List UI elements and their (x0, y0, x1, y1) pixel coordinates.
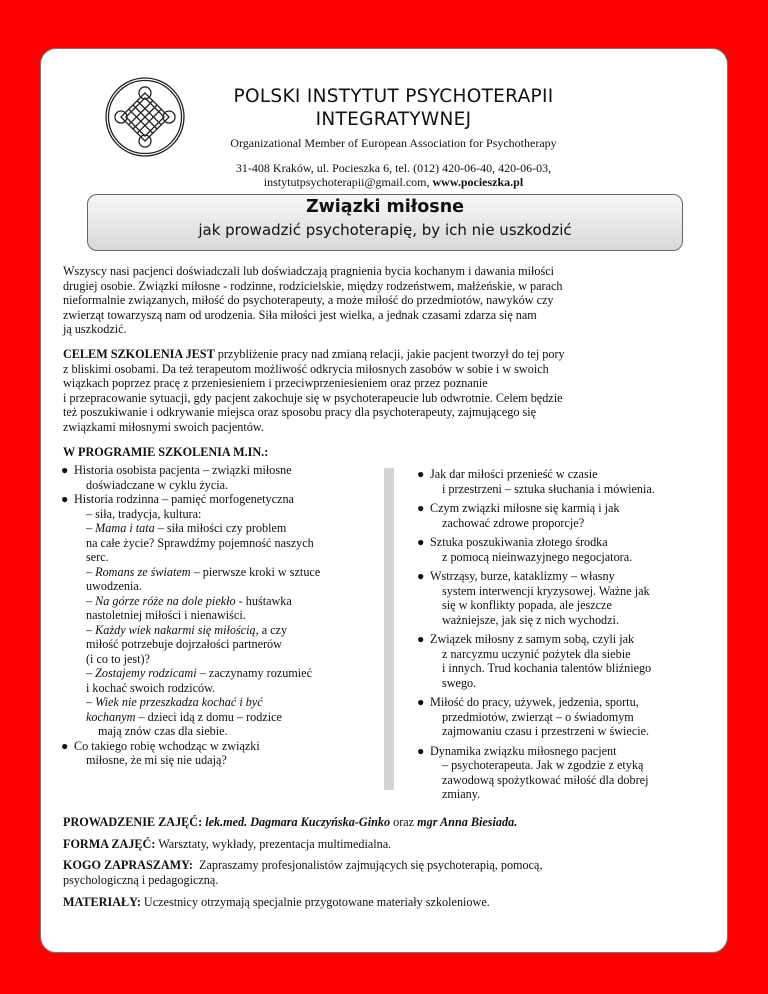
invite-line (63, 858, 703, 887)
sub-item-title: Każdy wiek nakarmi się miłością, (95, 622, 259, 637)
invite-text: Zapraszamy profesjonalistów zajmujących się psychoterapią, pomocą, (192, 858, 543, 872)
list-item (61, 492, 391, 739)
item-text: miłosne, że mi się nie udają? (86, 753, 227, 767)
leader-name: mgr Anna Biesiada. (417, 815, 518, 829)
item-text: – dzieci idą z domu – rodzice (135, 709, 282, 724)
address-line: 31-408 Kraków, ul. Pocieszka 6, tel. (012) 420-06-40, 420-06-03, (235, 161, 552, 175)
item-text: Wstrząsy, burze, kataklizmy – własny (430, 569, 615, 583)
item-text: Sztuka poszukiwania złotego środka (430, 535, 608, 549)
item-text: z narcyzmu uczynić pożytek dla siebie (442, 646, 631, 661)
intro-line: nieformalnie związanych, miłość do psychoterapeuty, a może miłość do przedmiotów, nawyków czy (63, 293, 554, 307)
leader-name: lek.med. Dagmara Kuczyńska-Ginko (205, 815, 391, 829)
goal-text: przybliżenie pracy nad zmianą relacji, jakie pacjent tworzył do tej pory (214, 347, 565, 361)
sub-item-title: kochanym (86, 709, 136, 724)
bullet-icon: ● (417, 569, 425, 583)
intro-line: drugiej osobie. Związki miłosne - rodzinne, rodzicielskie, między rodzeństwem, małżeńskie, w parach (63, 278, 563, 293)
institute-name-line1: POLSKI INSTYTUT PSYCHOTERAPII (233, 86, 554, 107)
item-text: zmiany. (442, 787, 481, 801)
sub-item-title: Na górze róże na dole piekło (95, 593, 236, 608)
item-text: zachować zdrowe proporcje? (442, 515, 585, 530)
bullet-icon: ● (61, 463, 69, 477)
list-item (417, 569, 707, 627)
website-link[interactable]: www.pocieszka.pl (432, 175, 524, 189)
item-text: Historia osobista pacjenta – związki miłosne (74, 463, 292, 477)
item-text: – siła miłości czy problem (154, 521, 287, 535)
item-text: i kochać swoich rodziców. (86, 680, 216, 695)
list-item (417, 632, 707, 690)
sub-item-title: Mama i tata (95, 521, 155, 535)
leaders-line (63, 815, 703, 830)
item-text: ważniejsze, jak się z nich wychodzi. (442, 612, 619, 627)
item-text: (i co to jest)? (86, 651, 150, 666)
page-title: Związki miłosne (305, 197, 465, 217)
list-item (417, 467, 707, 496)
bullet-icon: ● (61, 738, 69, 753)
invite-text: psychologiczną i pedagogiczną. (63, 872, 219, 887)
bullet-icon: ● (417, 501, 425, 515)
item-text: – pierwsze kroki w sztuce (190, 564, 321, 579)
item-text: Dynamika związku miłosnego pacjent (430, 743, 617, 758)
materials-line (63, 895, 703, 910)
item-text: zawodową spożytkować miłość dla dobrej (442, 772, 649, 787)
item-text: z pomocą nieinwazyjnego negocjatora. (442, 549, 633, 564)
goal-line: i przepracowanie sytuacji, gdy pacjent zakochuje się w psychoterapeucie lub odwrotnie. Celem będzie (63, 390, 563, 405)
item-text: – zaczynamy rozumieć (196, 666, 312, 680)
program-right-column (417, 467, 707, 802)
intro-line: zwierząt towarzyszą nam od urodzenia. Siła miłości jest wielka, a jednak czasami zdarza się nam (63, 307, 537, 322)
item-text: Historia rodzinna – pamięć morfogenetyczna (74, 492, 294, 506)
bullet-icon: ● (417, 695, 425, 709)
list-item (417, 535, 707, 564)
list-item (417, 501, 707, 530)
item-text: Miłość do pracy, używek, jedzenia, sportu, (430, 695, 639, 709)
item-text: - huśtawka (235, 593, 292, 608)
institute-name-line2: INTEGRATYWNEJ (315, 109, 472, 130)
item-text: i przestrzeni – sztuka słuchania i mówienia. (442, 481, 655, 496)
sub-item (74, 594, 391, 609)
goal-line: też poszukiwanie i odkrywanie miejsca oraz sposobu pracy dla psychoterapeuty, zajmującego się (63, 405, 536, 419)
connector-text: oraz (390, 815, 418, 829)
page-subtitle: jak prowadzić psychoterapię, by ich nie uszkodzić (198, 221, 572, 239)
list-item (417, 744, 707, 802)
dash: – (86, 666, 96, 680)
goal-line (63, 347, 708, 362)
program-left-column (61, 463, 391, 768)
goal-line: z bliskimi osobami. Da też terapeutom możliwość odkrycia miłosnych zasobów w sobie i w swoich (63, 361, 549, 376)
membership-note: Organizational Member of European Association for Psychotherapy (230, 136, 557, 150)
item-text: miłość potrzebuje dojrzałości partnerów (86, 637, 282, 651)
item-text: Jak dar miłości przenieść w czasie (430, 467, 598, 481)
program-heading: W PROGRAMIE SZKOLENIA M.IN.: (63, 445, 269, 459)
dash: – (86, 593, 96, 608)
institute-address (171, 161, 616, 189)
goal-line: związkami miłosnymi swoich pacjentów. (63, 419, 264, 434)
goal-lead: CELEM SZKOLENIA JEST (63, 347, 215, 361)
item-text: się w konflikty popada, ale jeszcze (442, 598, 612, 612)
sub-item (74, 695, 391, 710)
sub-item (74, 710, 391, 725)
dash: – (86, 521, 96, 535)
item-text: system interwencji kryzysowej. Ważne jak (442, 583, 650, 598)
item-text: serc. (86, 550, 109, 564)
list-item (61, 463, 391, 492)
bullet-icon: ● (61, 492, 69, 506)
item-text: swego. (442, 675, 477, 690)
title-box (87, 194, 683, 251)
item-text: zajmowaniu czasu i przestrzeni w świecie. (442, 724, 650, 738)
item-text: doświadczane w cyklu życia. (86, 477, 229, 492)
intro-line: Wszyscy nasi pacjenci doświadczali lub doświadczają pragnienia bycia kochanym i dawania miłości (63, 264, 555, 278)
invite-label: KOGO ZAPRASZAMY: (63, 858, 193, 872)
form-text: Warsztaty, wykłady, prezentacja multimedialna. (155, 837, 392, 851)
dash: – (86, 564, 96, 579)
bullet-icon: ● (417, 535, 425, 549)
list-item (417, 695, 707, 739)
email-text: instytutpsychoterapii@gmail.com, (263, 175, 433, 189)
leaders-label: PROWADZENIE ZAJĘĆ: (63, 815, 203, 829)
goal-paragraph (63, 347, 708, 434)
item-text: Związek miłosny z samym sobą, czyli jak (430, 632, 635, 646)
list-item (61, 739, 391, 768)
materials-text: Uczestnicy otrzymają specjalnie przygotowane materiały szkoleniowe. (140, 895, 490, 909)
sub-item (74, 565, 391, 580)
item-text: przedmiotów, zwierząt – o świadomym (442, 709, 634, 724)
bullet-icon: ● (417, 467, 425, 481)
flyer-page (40, 48, 728, 953)
column-divider (384, 468, 394, 790)
item-text: – psychoterapeuta. Jak w zgodzie z etyką (442, 758, 644, 772)
form-label: FORMA ZAJĘĆ: (63, 837, 156, 851)
form-line (63, 837, 703, 852)
sub-item-title: Wiek nie przeszkadza kochać i być (95, 695, 263, 709)
item-text: mają znów czas dla siebie. (98, 724, 228, 738)
institute-name (196, 85, 591, 131)
item-text: na całe życie? Sprawdźmy pojemność naszych (86, 535, 314, 550)
item-text: a czy (258, 622, 288, 637)
item-text: – siła, tradycja, kultura: (86, 506, 202, 521)
materials-label: MATERIAŁY: (63, 895, 141, 909)
intro-paragraph (63, 264, 703, 337)
sub-item (74, 521, 391, 536)
intro-line: ją uszkodzić. (63, 322, 127, 336)
bullet-icon: ● (417, 632, 425, 646)
goal-line: wiązkach poprzez pracę z przeniesieniem i przeciwprzeniesieniem oraz przez poznanie (63, 376, 488, 390)
contact-line (171, 175, 616, 189)
bullet-icon: ● (417, 743, 425, 758)
item-text: i innych. Trud kochania talentów bliźniego (442, 661, 652, 675)
item-text: nastoletniej miłości i nienawiści. (86, 608, 246, 622)
item-text: Co takiego robię wchodząc w związki (74, 738, 260, 753)
item-text: Czym związki miłosne się karmią i jak (430, 501, 620, 515)
sub-item (74, 623, 391, 638)
dash: – (86, 622, 96, 637)
sub-item-title: Zostajemy rodzicami (95, 666, 197, 680)
item-text: uwodzenia. (86, 579, 142, 593)
sub-item-title: Romans ze światem (95, 564, 191, 579)
dash: – (86, 695, 96, 709)
sub-item (74, 666, 391, 681)
